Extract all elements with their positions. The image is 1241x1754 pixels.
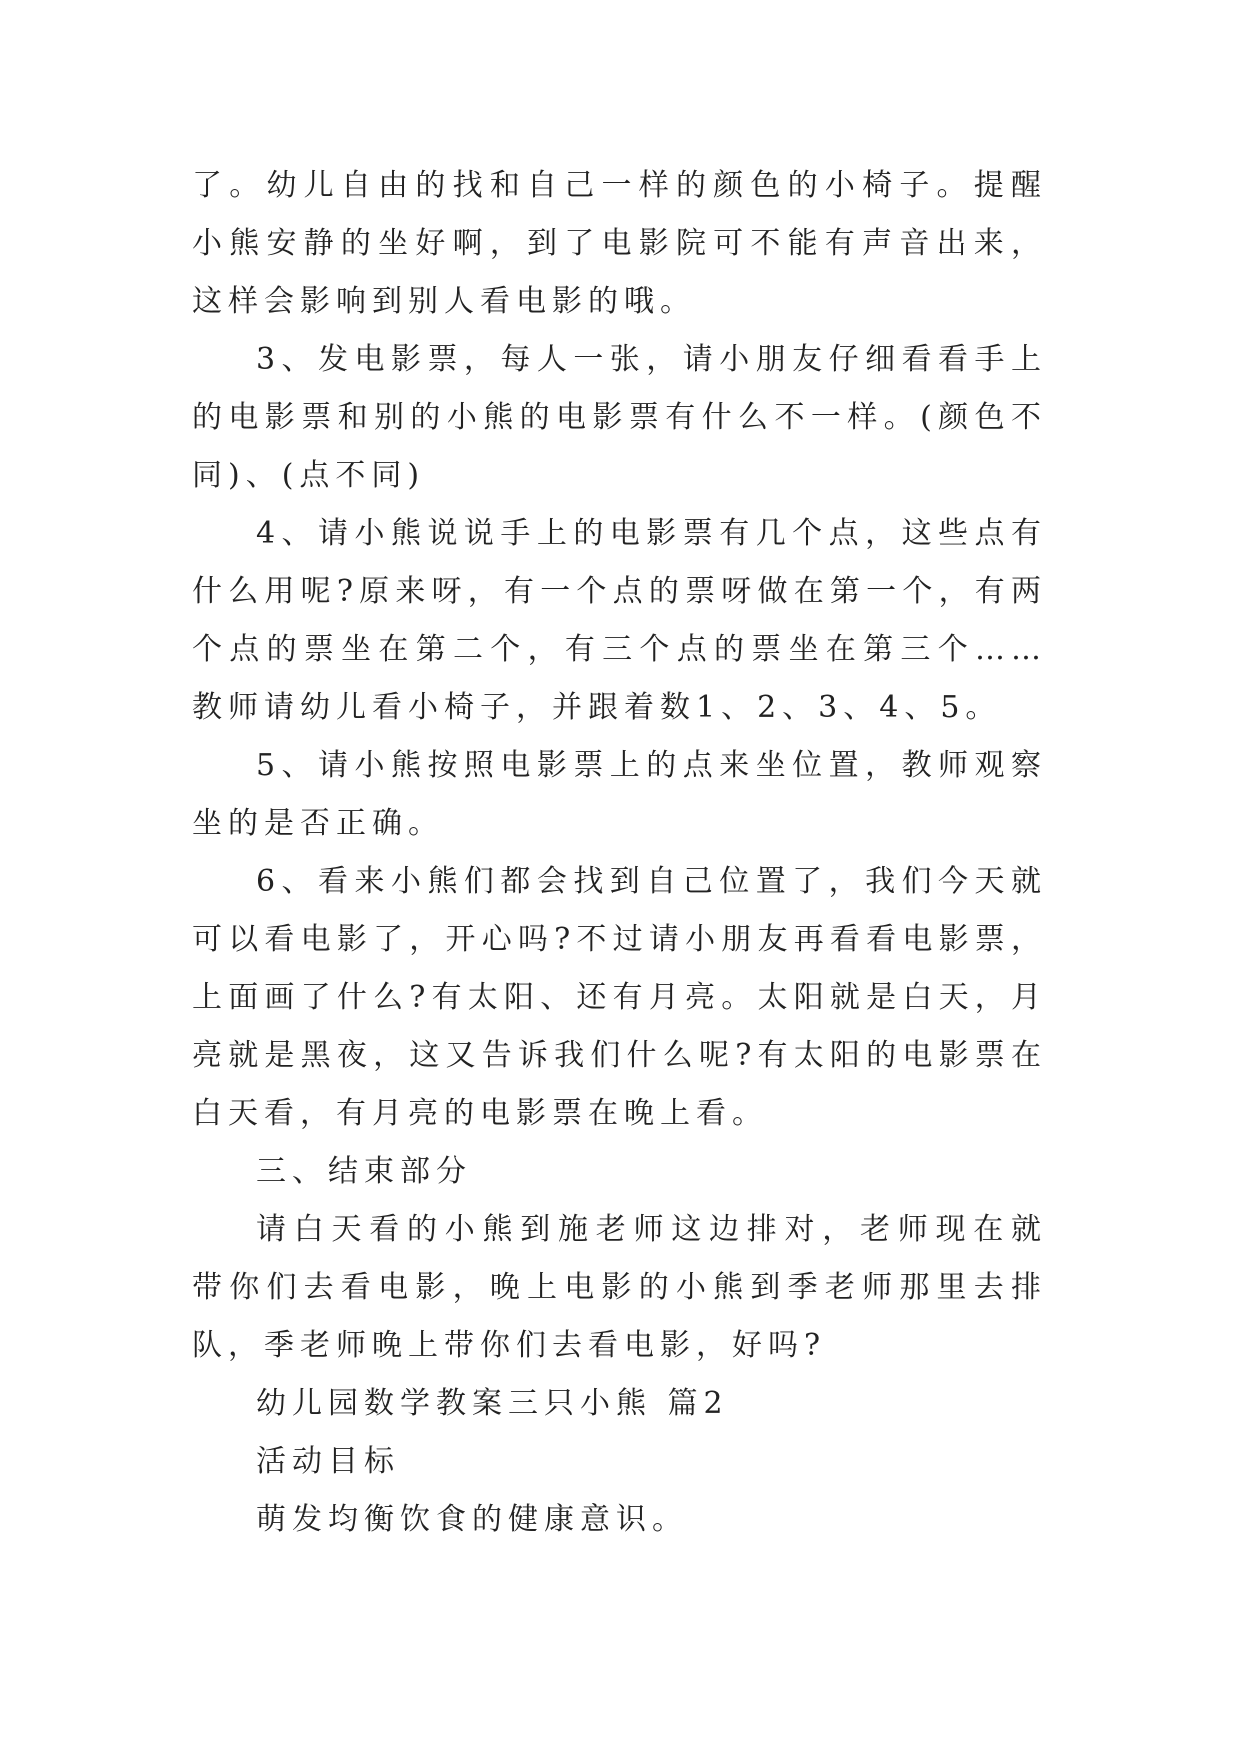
article-title-part-2: 幼儿园数学教案三只小熊 篇2	[256, 1386, 729, 1421]
section-heading-ending: 三、结束部分	[256, 1154, 472, 1189]
paragraph-4: 5、请小熊按照电影票上的点来坐位置，教师观察坐的是否正确。	[192, 748, 1047, 841]
section-heading-goals: 活动目标	[256, 1444, 400, 1479]
paragraph-7: 请白天看的小熊到施老师这边排对，老师现在就带你们去看电影，晚上电影的小熊到季老师那里去排队，季老师晚上带你们去看电影，好吗?	[192, 1212, 1047, 1363]
paragraph-1: 了。幼儿自由的找和自己一样的颜色的小椅子。提醒小熊安静的坐好啊，到了电影院可不能有声音出来，这样会影响到别人看电影的哦。	[192, 168, 1047, 319]
paragraph-3: 4、请小熊说说手上的电影票有几个点，这些点有什么用呢?原来呀，有一个点的票呀做在第一个，有两个点的票坐在第二个，有三个点的票坐在第三个……教师请幼儿看小椅子，并跟着数1、2、3、4、5。	[192, 516, 1047, 725]
paragraph-5: 6、看来小熊们都会找到自己位置了，我们今天就可以看电影了，开心吗?不过请小朋友再看看电影票，上面画了什么?有太阳、还有月亮。太阳就是白天，月亮就是黑夜，这又告诉我们什么呢?有太阳的电影票在白天看，有月亮的电影票在晚上看。	[192, 864, 1047, 1131]
paragraph-10: 萌发均衡饮食的健康意识。	[256, 1502, 688, 1537]
paragraph-2: 3、发电影票，每人一张，请小朋友仔细看看手上的电影票和别的小熊的电影票有什么不一样。(颜色不同)、(点不同)	[192, 342, 1047, 493]
document-body	[192, 157, 1047, 1549]
